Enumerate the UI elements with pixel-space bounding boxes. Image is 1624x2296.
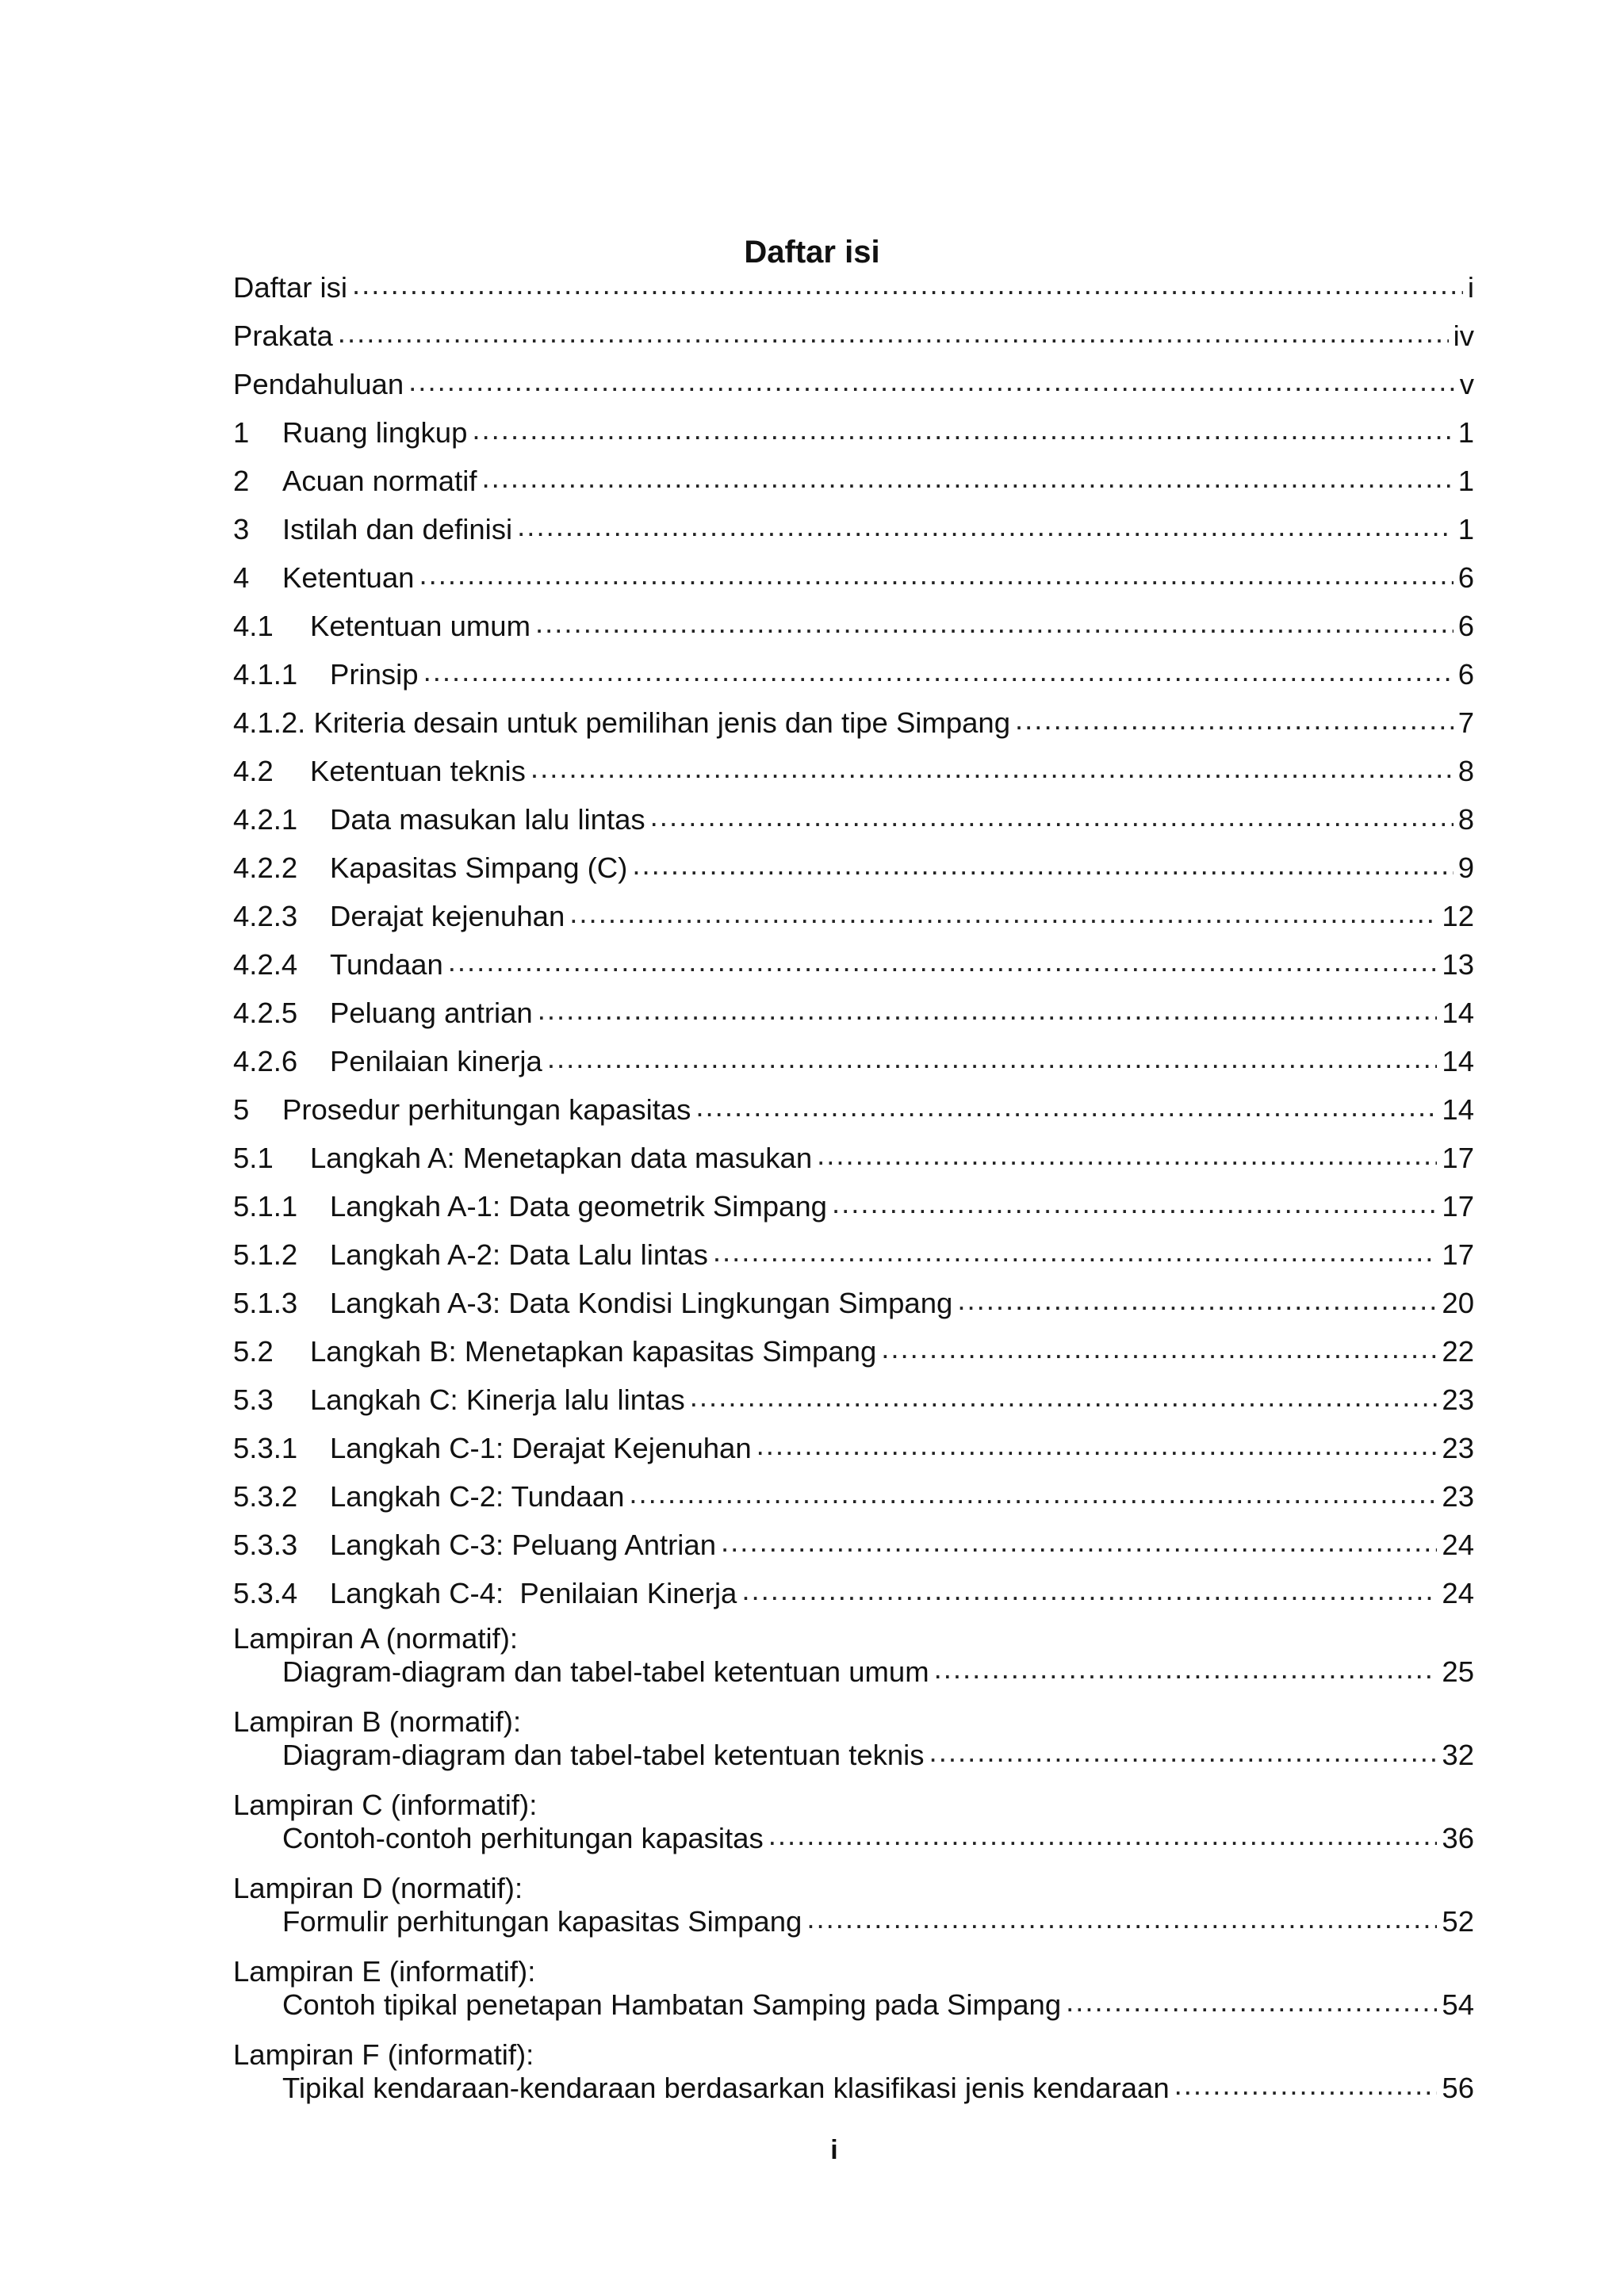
toc-entry-page: 24 bbox=[1442, 1577, 1474, 1609]
toc-entry-label: Kapasitas Simpang (C) bbox=[330, 851, 628, 884]
dot-leader bbox=[832, 1184, 1437, 1223]
toc-entry[interactable] bbox=[233, 1429, 1474, 1477]
toc-entry-page: 8 bbox=[1457, 755, 1474, 787]
toc-entry-page: 14 bbox=[1442, 997, 1474, 1029]
toc-entry-number: 4.2.1 bbox=[233, 803, 298, 836]
toc-entry[interactable] bbox=[233, 607, 1474, 655]
toc-annex-entry[interactable] bbox=[233, 1789, 1474, 1872]
dot-leader bbox=[423, 652, 1454, 691]
toc-entry[interactable] bbox=[233, 897, 1474, 945]
toc-entry[interactable] bbox=[233, 413, 1474, 461]
dot-leader bbox=[472, 410, 1453, 450]
toc-entry-number: 4.2.6 bbox=[233, 1045, 298, 1077]
toc-entry-page: 22 bbox=[1442, 1335, 1474, 1368]
dot-leader bbox=[806, 1902, 1437, 1935]
dot-leader bbox=[934, 1652, 1438, 1686]
toc-entry-page: 23 bbox=[1442, 1432, 1474, 1464]
toc-entry-label: Acuan normatif bbox=[282, 465, 477, 497]
toc-annex-entry[interactable] bbox=[233, 1955, 1474, 2038]
toc-entry-label: Daftar isi bbox=[233, 271, 348, 304]
toc-entry-page: 7 bbox=[1457, 706, 1474, 739]
toc-entry[interactable] bbox=[233, 365, 1474, 413]
toc-entry-page: 17 bbox=[1442, 1190, 1474, 1223]
dot-leader bbox=[419, 555, 1453, 595]
toc-entry-page: 17 bbox=[1442, 1238, 1474, 1271]
toc-annex-entry[interactable] bbox=[233, 1705, 1474, 1789]
dot-leader bbox=[929, 1735, 1438, 1769]
toc-entry-label: Langkah A-3: Data Kondisi Lingkungan Simpang bbox=[330, 1287, 953, 1319]
toc-entry-page: 1 bbox=[1457, 513, 1474, 545]
toc-entry[interactable] bbox=[233, 800, 1474, 848]
toc-entry-number: 4.2.2 bbox=[233, 851, 298, 884]
annex-label: Contoh-contoh perhitungan kapasitas bbox=[282, 1822, 764, 1854]
dot-leader bbox=[957, 1280, 1437, 1320]
toc-entry-page: i bbox=[1467, 271, 1474, 304]
toc-entry-number: 5 bbox=[233, 1093, 250, 1126]
annex-label: Formulir perhitungan kapasitas Simpang bbox=[282, 1905, 802, 1938]
toc-entry-page: 1 bbox=[1457, 465, 1474, 497]
dot-leader bbox=[338, 313, 1449, 353]
toc-entry[interactable] bbox=[233, 316, 1474, 365]
toc-entry-page: 23 bbox=[1442, 1480, 1474, 1513]
toc-entry-label: Langkah C-1: Derajat Kejenuhan bbox=[330, 1432, 752, 1464]
toc-entry-label: 4.1.2. Kriteria desain untuk pemilihan jenis dan tipe Simpang bbox=[233, 706, 1011, 739]
toc-entry-page: 17 bbox=[1442, 1142, 1474, 1174]
toc-annex-entry[interactable] bbox=[233, 1872, 1474, 1955]
toc-entry-label: Ketentuan umum bbox=[310, 610, 530, 642]
dot-leader bbox=[632, 845, 1453, 885]
toc-entry[interactable] bbox=[233, 1477, 1474, 1525]
annex-heading: Lampiran C (informatif): bbox=[233, 1789, 538, 1821]
dot-leader bbox=[650, 797, 1454, 836]
toc-entry-number: 1 bbox=[233, 416, 250, 449]
toc-entry-number: 4.2.4 bbox=[233, 948, 298, 981]
dot-leader bbox=[690, 1377, 1438, 1417]
toc-entry[interactable] bbox=[233, 703, 1474, 752]
toc-entry-page: 24 bbox=[1442, 1529, 1474, 1561]
toc-entry-number: 5.3.4 bbox=[233, 1577, 298, 1609]
page-title: Daftar isi bbox=[744, 235, 880, 270]
toc-entry[interactable] bbox=[233, 461, 1474, 510]
toc-entry[interactable] bbox=[233, 1380, 1474, 1429]
toc-annex-entry[interactable] bbox=[233, 2038, 1474, 2122]
annex-page: 56 bbox=[1442, 2072, 1474, 2104]
toc-entry-number: 3 bbox=[233, 513, 250, 545]
toc-entry[interactable] bbox=[233, 1138, 1474, 1187]
toc-entry-label: Istilah dan definisi bbox=[282, 513, 513, 545]
toc-entry-label: Derajat kejenuhan bbox=[330, 900, 565, 932]
toc-entry-label: Data masukan lalu lintas bbox=[330, 803, 645, 836]
dot-leader bbox=[1174, 2068, 1438, 2102]
dot-leader bbox=[448, 942, 1438, 982]
annex-heading: Lampiran A (normatif): bbox=[233, 1622, 519, 1655]
annex-label: Tipikal kendaraan-kendaraan berdasarkan klasifikasi jenis kendaraan bbox=[282, 2072, 1170, 2104]
toc-entry-page: v bbox=[1459, 368, 1474, 400]
toc-entry-number: 5.3.1 bbox=[233, 1432, 298, 1464]
toc-entry-page: 20 bbox=[1442, 1287, 1474, 1319]
annex-label: Contoh tipikal penetapan Hambatan Samping pada Simpang bbox=[282, 1988, 1062, 2021]
dot-leader bbox=[352, 265, 1463, 304]
toc-entry[interactable] bbox=[233, 993, 1474, 1042]
toc-entry-label: Langkah C-3: Peluang Antrian bbox=[330, 1529, 717, 1561]
toc-entry-number: 2 bbox=[233, 465, 250, 497]
toc-entry-page: 12 bbox=[1442, 900, 1474, 932]
annex-heading: Lampiran F (informatif): bbox=[233, 2038, 534, 2071]
toc-annex-entry[interactable] bbox=[233, 1622, 1474, 1705]
toc-entry[interactable] bbox=[233, 945, 1474, 993]
dot-leader bbox=[538, 990, 1438, 1030]
toc-entry-label: Langkah C: Kinerja lalu lintas bbox=[310, 1383, 685, 1416]
toc-entry-label: Prosedur perhitungan kapasitas bbox=[282, 1093, 691, 1126]
toc-entry[interactable] bbox=[233, 1235, 1474, 1284]
toc-entry-label: Ketentuan teknis bbox=[310, 755, 526, 787]
toc-entry-label: Langkah C-2: Tundaan bbox=[330, 1480, 625, 1513]
dot-leader bbox=[756, 1425, 1438, 1465]
toc-entry-label: Prakata bbox=[233, 320, 333, 352]
dot-leader bbox=[530, 748, 1454, 788]
toc-entry[interactable] bbox=[233, 268, 1474, 316]
dot-leader bbox=[695, 1087, 1437, 1127]
toc-entry-number: 5.1.3 bbox=[233, 1287, 298, 1319]
toc-entry-label: Peluang antrian bbox=[330, 997, 533, 1029]
toc-entry-page: 6 bbox=[1457, 561, 1474, 594]
toc-entry-number: 4.1.1 bbox=[233, 658, 298, 691]
dot-leader bbox=[881, 1329, 1437, 1368]
dot-leader bbox=[768, 1819, 1438, 1852]
dot-leader bbox=[569, 894, 1437, 933]
toc-entry-page: 13 bbox=[1442, 948, 1474, 981]
annex-page: 52 bbox=[1442, 1905, 1474, 1938]
toc-entry-number: 4.2.5 bbox=[233, 997, 298, 1029]
toc-entry[interactable] bbox=[233, 1090, 1474, 1138]
annex-label: Diagram-diagram dan tabel-tabel ketentuan umum bbox=[282, 1655, 929, 1688]
toc-entry-page: 6 bbox=[1457, 658, 1474, 691]
toc-entry-number: 4.1 bbox=[233, 610, 274, 642]
toc-entry[interactable] bbox=[233, 1187, 1474, 1235]
toc-entry[interactable] bbox=[233, 510, 1474, 558]
dot-leader bbox=[547, 1039, 1438, 1078]
dot-leader bbox=[535, 603, 1454, 643]
annex-page: 36 bbox=[1442, 1822, 1474, 1854]
annex-page: 54 bbox=[1442, 1988, 1474, 2021]
dot-leader bbox=[741, 1571, 1437, 1610]
toc-entry-number: 5.1.1 bbox=[233, 1190, 298, 1223]
dot-leader bbox=[629, 1474, 1437, 1513]
annex-heading: Lampiran D (normatif): bbox=[233, 1872, 523, 1904]
toc-entry[interactable] bbox=[233, 1284, 1474, 1332]
toc-entry-label: Langkah B: Menetapkan kapasitas Simpang bbox=[310, 1335, 877, 1368]
toc-entry-number: 5.3.2 bbox=[233, 1480, 298, 1513]
dot-leader bbox=[481, 458, 1453, 498]
toc-entry-page: 14 bbox=[1442, 1045, 1474, 1077]
dot-leader bbox=[721, 1522, 1437, 1562]
dot-leader bbox=[408, 362, 1455, 401]
toc-entry-label: Penilaian kinerja bbox=[330, 1045, 542, 1077]
toc-entry-label: Ruang lingkup bbox=[282, 416, 468, 449]
dot-leader bbox=[1066, 1985, 1437, 2019]
toc-entry-page: 9 bbox=[1457, 851, 1474, 884]
toc-entry-label: Langkah A-1: Data geometrik Simpang bbox=[330, 1190, 827, 1223]
toc-entry-label: Langkah C-4: Penilaian Kinerja bbox=[330, 1577, 737, 1609]
annex-label: Diagram-diagram dan tabel-tabel ketentuan teknis bbox=[282, 1739, 925, 1771]
toc-entry-number: 4.2.3 bbox=[233, 900, 298, 932]
toc-entry-label: Ketentuan bbox=[282, 561, 415, 594]
annex-page: 32 bbox=[1442, 1739, 1474, 1771]
toc-entry-label: Tundaan bbox=[330, 948, 443, 981]
toc-entry[interactable] bbox=[233, 558, 1474, 607]
annex-page: 25 bbox=[1442, 1655, 1474, 1688]
toc-entry[interactable] bbox=[233, 848, 1474, 897]
toc-entry[interactable] bbox=[233, 1042, 1474, 1090]
annex-heading: Lampiran B (normatif): bbox=[233, 1705, 522, 1738]
toc-entry-label: Prinsip bbox=[330, 658, 419, 691]
toc-entry-page: 6 bbox=[1457, 610, 1474, 642]
toc-entry-number: 5.1.2 bbox=[233, 1238, 298, 1271]
dot-leader bbox=[1015, 700, 1454, 740]
toc-entry[interactable] bbox=[233, 1574, 1474, 1622]
toc-entry-label: Langkah A: Menetapkan data masukan bbox=[310, 1142, 813, 1174]
toc-entry-number: 4.2 bbox=[233, 755, 274, 787]
dot-leader bbox=[517, 507, 1454, 546]
toc-entry[interactable] bbox=[233, 655, 1474, 703]
toc-entry-number: 5.3 bbox=[233, 1383, 274, 1416]
dot-leader bbox=[817, 1135, 1437, 1175]
toc-entry-number: 5.3.3 bbox=[233, 1529, 298, 1561]
toc-entry-page: 23 bbox=[1442, 1383, 1474, 1416]
toc-entry-label: Langkah A-2: Data Lalu lintas bbox=[330, 1238, 708, 1271]
annex-heading: Lampiran E (informatif): bbox=[233, 1955, 536, 1988]
toc-entry-page: 1 bbox=[1457, 416, 1474, 449]
toc-entry[interactable] bbox=[233, 1525, 1474, 1574]
toc-entry[interactable] bbox=[233, 752, 1474, 800]
toc-entry-label: Pendahuluan bbox=[233, 368, 404, 400]
dot-leader bbox=[713, 1232, 1438, 1272]
toc-entry-page: iv bbox=[1453, 320, 1474, 352]
toc-entry-page: 14 bbox=[1442, 1093, 1474, 1126]
toc-entry-number: 5.2 bbox=[233, 1335, 274, 1368]
table-of-contents bbox=[233, 268, 1474, 2122]
toc-entry-number: 5.1 bbox=[233, 1142, 274, 1174]
page-number-footer: i bbox=[830, 2135, 838, 2165]
toc-entry-page: 8 bbox=[1457, 803, 1474, 836]
toc-entry[interactable] bbox=[233, 1332, 1474, 1380]
toc-entry-number: 4 bbox=[233, 561, 250, 594]
